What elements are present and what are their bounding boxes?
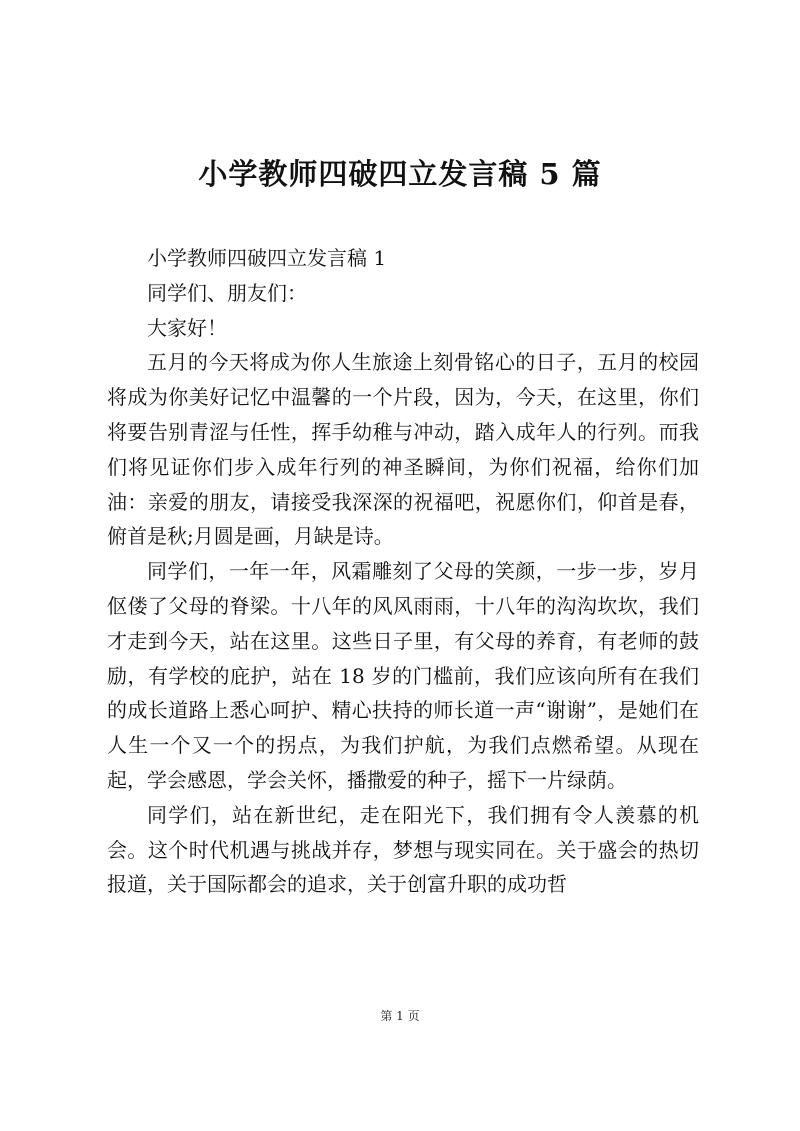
body-paragraph: 五月的今天将成为你人生旅途上刻骨铭心的日子，五月的校园将成为你美好记忆中温馨的一个片段，因为，今天，在这里，你们将要告别青涩与任性，挥手幼稚与冲动，踏入成年人的行列。而我们将见证你们步入成年行列的神圣瞬间，为你们祝福，给你们加油：亲爱的朋友，请接受我深深的祝福吧，祝愿你们，仰首是春，俯首是秋;月圆是画，月缺是诗。: [107, 350, 699, 549]
document-title: 小学教师四破四立发言稿 5 篇: [198, 157, 602, 191]
document-body: [107, 241, 699, 902]
salutation: 同学们、朋友们：: [147, 280, 307, 305]
body-paragraph: 同学们，一年一年，风霜雕刻了父母的笑颜，一步一步，岁月伛偻了父母的脊梁。十八年的风风雨雨，十八年的沟沟坎坎，我们才走到今天，站在这里。这些日子里，有父母的养育，有老师的鼓励，有学校的庇护，站在 18 岁的门槛前，我们应该向所有在我们的成长道路上悉心呵护、精心扶持的师长道一声“谢谢”，是她们在人生一个又一个的拐点，为我们护航，为我们点燃希望。从现在起，学会感恩，学会关怀，播撒爱的种子，摇下一片绿荫。: [107, 559, 699, 792]
speech-heading: 小学教师四破四立发言稿 1: [147, 246, 387, 270]
page-number: 第 1 页: [380, 1009, 420, 1023]
greeting: 大家好！: [147, 315, 227, 340]
body-paragraph: 同学们，站在新世纪，走在阳光下，我们拥有令人羡慕的机会。这个时代机遇与挑战并存，梦想与现实同在。关于盛会的热切报道，关于国际都会的追求，关于创富升职的成功哲: [107, 802, 699, 897]
